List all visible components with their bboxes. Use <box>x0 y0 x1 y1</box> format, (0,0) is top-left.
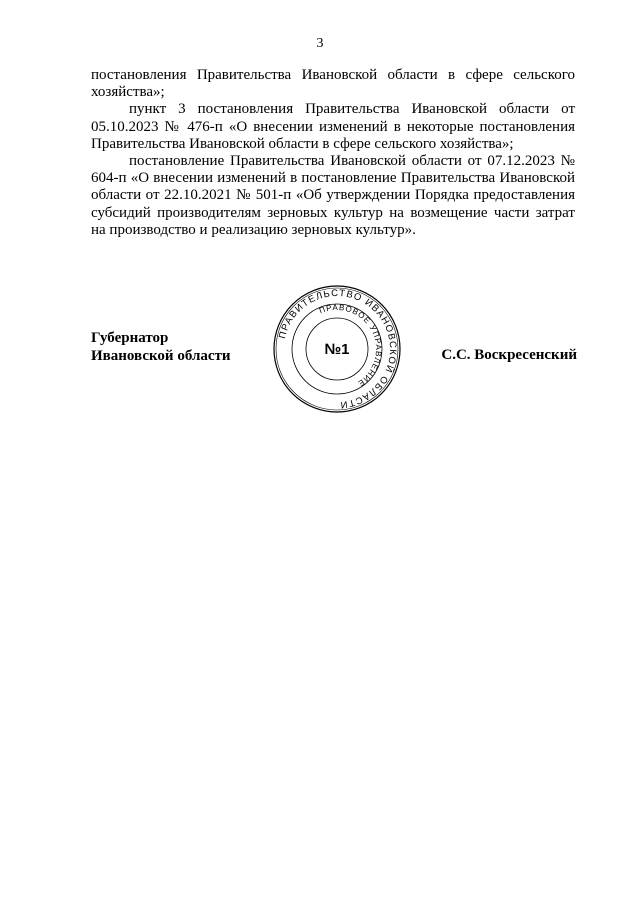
page-number: 3 <box>316 36 324 51</box>
stamp-seal-icon <box>272 284 402 414</box>
paragraph-1: постановления Правительства Ивановской области в сфере сельского хозяйства»; <box>91 67 575 101</box>
paragraph-3: постановление Правительства Ивановской области от 07.12.2023 № 604-п «О внесении изменений в постановление Правительства Ивановской области от 22.10.2021 № 501-п «Об утверждении Порядка предоставления субсидий производителям зерновых культур на возмещение части затрат на производство и реализацию зерновых культур». <box>91 153 575 238</box>
paragraph-2: пункт 3 постановления Правительства Ивановской области от 05.10.2023 № 476-п «О внесении изменений в некоторые постановления Правительства Ивановской области в сфере сельского хозяйства»; <box>91 101 575 152</box>
signature-position-line1: Губернатор <box>91 330 169 346</box>
document-body <box>91 67 575 239</box>
official-stamp <box>272 284 402 414</box>
stamp-inner-ring-text: ПРАВОВОЕ УПРАВЛЕНИЕ <box>317 302 384 389</box>
stamp-center-text: №1 <box>324 341 350 358</box>
signer-name: С.С. Воскресенский <box>441 347 577 363</box>
signature-position-line2: Ивановской области <box>91 347 231 364</box>
signature-position <box>91 330 231 365</box>
stamp-ring-text: ПРАВИТЕЛЬСТВО ИВАНОВСКОЙ ОБЛАСТИ <box>277 287 399 411</box>
